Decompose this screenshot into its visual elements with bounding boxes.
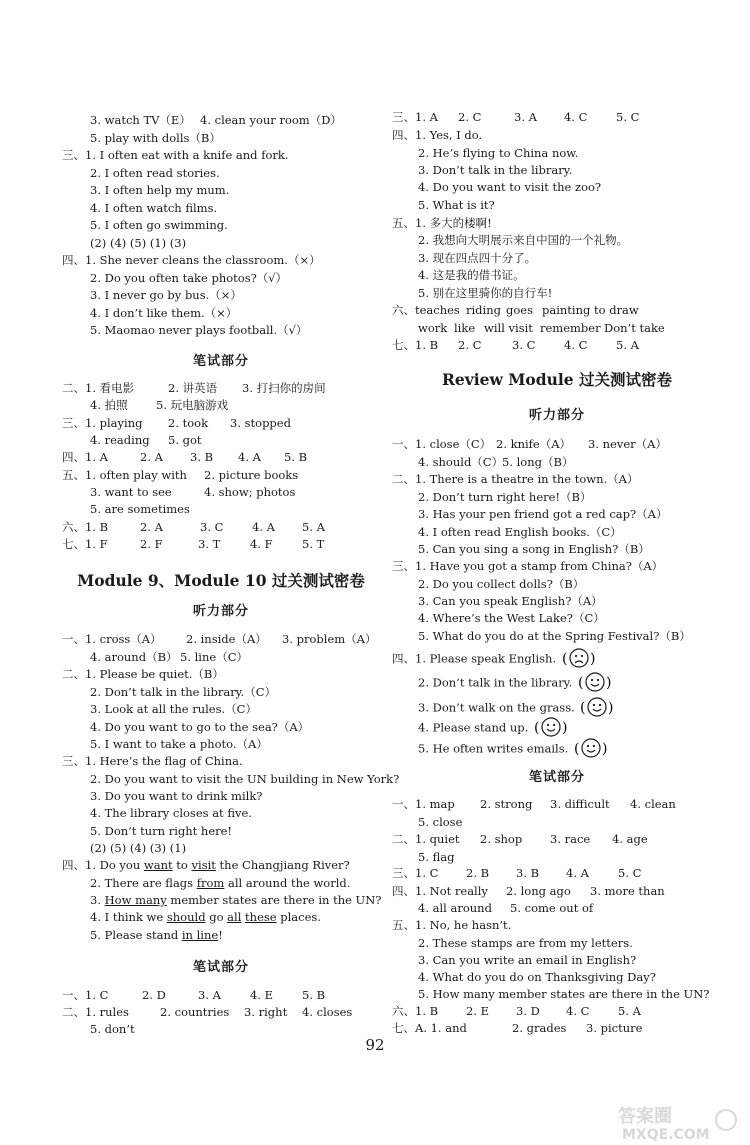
answer-line: 四、1. She never cleans the classroom.（×） [62, 253, 321, 267]
answer-line: 2. These stamps are from my letters. [418, 936, 633, 950]
answer-line: 5. Maomao never plays football.（√） [90, 323, 308, 337]
answer-line: 2. Do you often take photos?（√） [90, 271, 288, 285]
answer-line: 4. Do you want to visit the zoo? [418, 180, 602, 194]
answer-line: 4. all around 5. come out of [418, 901, 594, 915]
answer-line: 七、1. B 2. C 3. C 4. C 5. A [392, 338, 639, 352]
module-title: Module 9、Module 10 过关测试密卷 [77, 571, 365, 590]
answer-line: 4. reading 5. got [90, 433, 202, 447]
section-heading: 听力部分 [192, 604, 249, 619]
svg-text:MXQE.COM: MXQE.COM [622, 1127, 710, 1142]
answer-line: 五、1. No, he hasn’t. [392, 918, 512, 932]
answer-line: 5. What do you do at the Spring Festival?（B） [418, 629, 691, 643]
answer-line: 4. Please stand up. ( ) [418, 716, 568, 741]
svg-text:): ) [561, 720, 568, 736]
answer-line: 3. Look at all the rules.（C） [90, 702, 257, 716]
answer-line: 4. I often read English books.（C） [418, 525, 622, 539]
answer-line: (2) (4) (5) (1) (3) [90, 236, 187, 250]
answer-line: 二、1. rules 2. countries 3. right 4. closes [62, 1005, 353, 1019]
answer-line: 4. around（B） 5. line（C） [90, 650, 248, 664]
answer-line: 3. I often help my mum. [90, 183, 230, 197]
answer-line: 3. Has your pen friend got a red cap?（A） [418, 507, 668, 521]
answer-line: 一、1. C 2. D 3. A 4. E 5. B [62, 988, 326, 1002]
svg-text:(: ( [577, 675, 584, 691]
answer-line: 5. flag [418, 850, 455, 864]
answer-line: work like will visit remember Don’t take [418, 321, 665, 335]
answer-line: 二、1. quiet 2. shop 3. race 4. age [392, 832, 648, 846]
answer-line: 5. I want to take a photo.（A） [90, 737, 268, 751]
svg-text:): ) [601, 741, 608, 757]
answer-line: 3. 现在四点四十分了。 [418, 251, 537, 265]
answer-line: 2. Don’t turn right here!（B） [418, 490, 592, 504]
answer-line: 4. What do you do on Thanksgiving Day? [418, 970, 656, 984]
answer-line: 5. I often go swimming. [90, 218, 228, 232]
svg-text:(: ( [580, 700, 586, 716]
answer-line: 一、1. map 2. strong 3. difficult 4. clean [392, 797, 676, 811]
answer-line: 二、1. 看电影 2. 讲英语 3. 打扫你的房间 [62, 381, 326, 395]
answer-line: 三、1. playing 2. took 3. stopped [62, 416, 291, 430]
answer-line: 4. I think we should go all these places. [90, 910, 321, 924]
answer-line: 六、1. B 2. E 3. D 4. C 5. A [392, 1004, 641, 1018]
answer-line: 二、1. Please be quiet.（B） [62, 667, 224, 681]
svg-text:答案圈: 答案圈 [618, 1106, 672, 1127]
answer-line: 2. 我想向大明展示来自中国的一个礼物。 [418, 233, 629, 247]
answer-line: 3. I never go by bus.（×） [90, 288, 242, 302]
answer-line: 2. Do you want to visit the UN building in New York? [90, 772, 400, 786]
answer-line: 四、1. Please speak English. ( ) [392, 647, 596, 672]
answer-line: 5. play with dolls（B） [90, 131, 221, 145]
answer-line: 3. watch TV（E） 4. clean your room（D） [90, 113, 342, 127]
answer-line: (2) (5) (4) (3) (1) [90, 841, 187, 855]
answer-line: 3. Do you want to drink milk? [90, 789, 263, 803]
happy-face-icon [574, 737, 608, 762]
answer-line: 3. How many member states are there in the UN? [90, 893, 382, 907]
answer-line: 4. I often watch films. [90, 201, 218, 215]
answer-line: 3. Don’t walk on the grass. ( ) [418, 696, 614, 721]
answer-line: 5. 别在这里骑你的自行车! [418, 286, 553, 300]
answer-line: 4. Where’s the West Lake?（C） [418, 611, 605, 625]
answer-line: 四、1. Not really 2. long ago 3. more than [392, 884, 665, 898]
section-heading: 笔试部分 [192, 354, 249, 369]
answer-line: 5. don’t [90, 1022, 135, 1036]
svg-text:): ) [605, 675, 612, 691]
answer-line: 5. He often writes emails. ( ) [418, 737, 608, 762]
answer-line: 5. What is it? [418, 198, 495, 212]
answer-line: 三、1. Here’s the flag of China. [62, 754, 243, 768]
answer-line: 3. want to see 4. show; photos [90, 485, 296, 499]
answer-line: 三、1. I often eat with a knife and fork. [62, 148, 289, 162]
answer-line: 5. close [418, 815, 463, 829]
answer-line: 六、1. B 2. A 3. C 4. A 5. A [62, 520, 325, 534]
section-heading: 笔试部分 [192, 960, 249, 975]
happy-face-icon [580, 696, 614, 721]
answer-line: 三、1. C 2. B 3. B 4. A 5. C [392, 866, 642, 880]
answer-line: 三、1. Have you got a stamp from China?（A） [392, 559, 664, 573]
answer-line: 七、A. 1. and 2. grades 3. picture [392, 1021, 643, 1035]
section-heading: 听力部分 [528, 408, 585, 423]
svg-text:): ) [608, 700, 614, 716]
review-title: Review Module 过关测试密卷 [442, 370, 672, 389]
svg-text:(: ( [561, 651, 568, 667]
answer-line: 2. I often read stories. [90, 166, 220, 180]
answer-line: 2. Don’t talk in the library. ( ) [418, 671, 612, 696]
answer-line: 4. I don’t like them.（×） [90, 306, 238, 320]
answer-line: 5. Can you sing a song in English?（B） [418, 542, 650, 556]
answer-line: 四、1. A 2. A 3. B 4. A 5. B [62, 450, 308, 464]
answer-line: 3. Can you speak English?（A） [418, 594, 603, 608]
answer-line: 4. 这是我的借书证。 [418, 268, 525, 282]
answer-line: 七、1. F 2. F 3. T 4. F 5. T [62, 537, 325, 551]
answer-line: 2. He’s flying to China now. [418, 146, 579, 160]
answer-line: 4. The library closes at five. [90, 806, 252, 820]
answer-line: 五、1. often play with 2. picture books [62, 468, 299, 482]
answer-line: 五、1. 多大的楼啊! [392, 216, 492, 230]
sad-face-icon [562, 647, 596, 672]
answer-line: 2. Do you collect dolls?（B） [418, 577, 585, 591]
page-number: 92 [365, 1036, 385, 1054]
answer-line: 5. Please stand in line! [90, 928, 223, 942]
answer-line: 5. How many member states are there in the UN? [418, 987, 710, 1001]
section-heading: 笔试部分 [528, 770, 585, 785]
answer-line: 4. should（C） 5. long（B） [418, 455, 574, 469]
answer-line: 一、1. cross（A） 2. inside（A） 3. problem（A） [62, 632, 377, 646]
answer-line: 2. Don’t talk in the library.（C） [90, 685, 277, 699]
answer-line: 5. are sometimes [90, 502, 190, 516]
happy-face-icon [578, 671, 612, 696]
answer-line: 四、1. Do you want to visit the Changjiang River? [62, 858, 350, 872]
answer-line: 3. Can you write an email in English? [418, 953, 637, 967]
answer-line: 4. Do you want to go to the sea?（A） [90, 720, 310, 734]
svg-text:(: ( [533, 720, 540, 736]
answer-line: 4. 拍照 5. 玩电脑游戏 [90, 398, 229, 412]
svg-text:): ) [589, 651, 596, 667]
answer-line: 5. Don’t turn right here! [90, 824, 233, 838]
svg-text:(: ( [573, 741, 580, 757]
answer-line: 一、1. close（C） 2. knife（A） 3. never（A） [392, 437, 667, 451]
watermark-logo [588, 1102, 738, 1142]
answer-line: 3. Don’t talk in the library. [418, 163, 573, 177]
answer-line: 三、1. A 2. C 3. A 4. C 5. C [392, 110, 640, 124]
answer-line: 六、teaches riding goes painting to draw [392, 303, 639, 317]
answer-line: 二、1. There is a theatre in the town.（A） [392, 472, 639, 486]
answer-line: 四、1. Yes, I do. [392, 128, 483, 142]
answer-line: 2. There are flags from all around the world. [90, 876, 351, 890]
